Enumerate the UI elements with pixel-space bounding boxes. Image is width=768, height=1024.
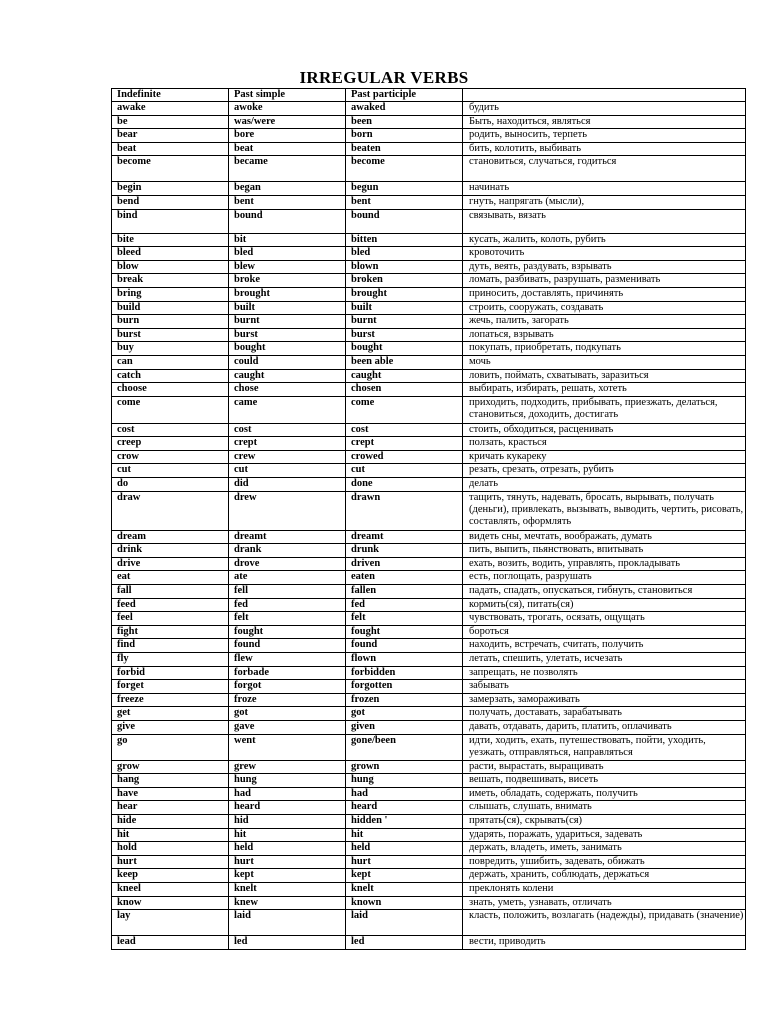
table-row bbox=[112, 396, 746, 423]
cell-indefinite: burst bbox=[112, 328, 229, 342]
cell-past-participle: kept bbox=[346, 869, 463, 883]
cell-indefinite: eat bbox=[112, 571, 229, 585]
cell-past-participle: hurt bbox=[346, 855, 463, 869]
cell-past-participle: bitten bbox=[346, 233, 463, 247]
table-row bbox=[112, 247, 746, 261]
cell-past-participle: hung bbox=[346, 774, 463, 788]
table-row bbox=[112, 342, 746, 356]
cell-past-participle: knelt bbox=[346, 882, 463, 896]
table-row bbox=[112, 355, 746, 369]
cell-indefinite: forbid bbox=[112, 666, 229, 680]
cell-past-participle: drunk bbox=[346, 544, 463, 558]
table-row bbox=[112, 855, 746, 869]
cell-past-simple: dreamt bbox=[229, 530, 346, 544]
cell-past-simple: knelt bbox=[229, 882, 346, 896]
cell-past-simple: forbade bbox=[229, 666, 346, 680]
table-row bbox=[112, 571, 746, 585]
cell-translation: бороться bbox=[463, 625, 746, 639]
cell-indefinite: lead bbox=[112, 936, 229, 950]
cell-past-simple: became bbox=[229, 156, 346, 182]
cell-indefinite: give bbox=[112, 720, 229, 734]
cell-indefinite: hold bbox=[112, 842, 229, 856]
cell-indefinite: come bbox=[112, 396, 229, 423]
cell-indefinite: hear bbox=[112, 801, 229, 815]
cell-translation: забывать bbox=[463, 680, 746, 694]
table-row bbox=[112, 612, 746, 626]
cell-indefinite: catch bbox=[112, 369, 229, 383]
cell-past-simple: could bbox=[229, 355, 346, 369]
cell-past-simple: fed bbox=[229, 598, 346, 612]
cell-past-simple: got bbox=[229, 707, 346, 721]
table-row bbox=[112, 383, 746, 397]
page-title: IRREGULAR VERBS bbox=[299, 68, 469, 87]
table-row bbox=[112, 209, 746, 233]
table-row bbox=[112, 801, 746, 815]
table-row bbox=[112, 315, 746, 329]
cell-past-simple: had bbox=[229, 787, 346, 801]
cell-past-participle: come bbox=[346, 396, 463, 423]
table-row bbox=[112, 625, 746, 639]
table-row bbox=[112, 828, 746, 842]
cell-indefinite: can bbox=[112, 355, 229, 369]
cell-translation: чувствовать, трогать, осязать, ощущать bbox=[463, 612, 746, 626]
cell-translation: давать, отдавать, дарить, платить, оплачивать bbox=[463, 720, 746, 734]
cell-past-simple: cost bbox=[229, 423, 346, 437]
cell-indefinite: hurt bbox=[112, 855, 229, 869]
cell-past-participle: burnt bbox=[346, 315, 463, 329]
cell-indefinite: know bbox=[112, 896, 229, 910]
cell-indefinite: get bbox=[112, 707, 229, 721]
table-row bbox=[112, 760, 746, 774]
table-body bbox=[112, 102, 746, 950]
cell-indefinite: feel bbox=[112, 612, 229, 626]
cell-past-participle: awaked bbox=[346, 102, 463, 116]
table-row bbox=[112, 156, 746, 182]
cell-past-simple: blew bbox=[229, 260, 346, 274]
cell-past-participle: bound bbox=[346, 209, 463, 233]
cell-past-participle: bent bbox=[346, 195, 463, 209]
cell-translation: слышать, слушать, внимать bbox=[463, 801, 746, 815]
cell-past-participle: grown bbox=[346, 760, 463, 774]
cell-indefinite: choose bbox=[112, 383, 229, 397]
cell-indefinite: bend bbox=[112, 195, 229, 209]
table-row bbox=[112, 936, 746, 950]
cell-translation: будить bbox=[463, 102, 746, 116]
cell-past-participle: crowed bbox=[346, 450, 463, 464]
table-row bbox=[112, 814, 746, 828]
cell-translation: кормить(ся), питать(ся) bbox=[463, 598, 746, 612]
table-row bbox=[112, 301, 746, 315]
cell-past-simple: bound bbox=[229, 209, 346, 233]
cell-translation: знать, уметь, узнавать, отличать bbox=[463, 896, 746, 910]
cell-translation: кусать, жалить, колоть, рубить bbox=[463, 233, 746, 247]
table-row bbox=[112, 787, 746, 801]
cell-past-participle: beaten bbox=[346, 142, 463, 156]
cell-past-participle: been bbox=[346, 115, 463, 129]
cell-translation: прятать(ся), скрывать(ся) bbox=[463, 814, 746, 828]
cell-past-simple: forgot bbox=[229, 680, 346, 694]
cell-indefinite: bring bbox=[112, 287, 229, 301]
cell-translation: кровоточить bbox=[463, 247, 746, 261]
table-row bbox=[112, 491, 746, 530]
cell-past-simple: fought bbox=[229, 625, 346, 639]
table-row bbox=[112, 707, 746, 721]
table-row bbox=[112, 680, 746, 694]
cell-past-participle: flown bbox=[346, 653, 463, 667]
table-row bbox=[112, 182, 746, 196]
cell-translation: класть, положить, возлагать (надежды), придавать (значение) bbox=[463, 910, 746, 936]
cell-indefinite: crow bbox=[112, 450, 229, 464]
cell-past-participle: caught bbox=[346, 369, 463, 383]
cell-past-participle: drawn bbox=[346, 491, 463, 530]
table-row bbox=[112, 328, 746, 342]
cell-past-simple: crept bbox=[229, 437, 346, 451]
table-row bbox=[112, 478, 746, 492]
cell-past-simple: heard bbox=[229, 801, 346, 815]
cell-past-simple: broke bbox=[229, 274, 346, 288]
table-row bbox=[112, 693, 746, 707]
cell-indefinite: kneel bbox=[112, 882, 229, 896]
table-row bbox=[112, 530, 746, 544]
cell-translation: держать, владеть, иметь, занимать bbox=[463, 842, 746, 856]
cell-past-simple: burnt bbox=[229, 315, 346, 329]
cell-past-simple: did bbox=[229, 478, 346, 492]
cell-past-simple: felt bbox=[229, 612, 346, 626]
cell-past-simple: bit bbox=[229, 233, 346, 247]
cell-indefinite: bleed bbox=[112, 247, 229, 261]
cell-translation: тащить, тянуть, надевать, бросать, вырывать, получать (деньги), привлекать, вызывать, выводить, чертить, рисовать, составлять, оформлять bbox=[463, 491, 746, 530]
table-row bbox=[112, 142, 746, 156]
cell-past-simple: drew bbox=[229, 491, 346, 530]
cell-past-simple: cut bbox=[229, 464, 346, 478]
cell-translation: вешать, подвешивать, висеть bbox=[463, 774, 746, 788]
cell-translation: ловить, поймать, схватывать, заразиться bbox=[463, 369, 746, 383]
cell-indefinite: do bbox=[112, 478, 229, 492]
cell-past-participle: bought bbox=[346, 342, 463, 356]
cell-indefinite: hit bbox=[112, 828, 229, 842]
cell-past-participle: got bbox=[346, 707, 463, 721]
cell-past-participle: known bbox=[346, 896, 463, 910]
cell-indefinite: hide bbox=[112, 814, 229, 828]
cell-translation: находить, встречать, считать, получить bbox=[463, 639, 746, 653]
cell-past-participle: burst bbox=[346, 328, 463, 342]
cell-translation: лопаться, взрывать bbox=[463, 328, 746, 342]
cell-indefinite: bind bbox=[112, 209, 229, 233]
header-past-participle: Past participle bbox=[346, 89, 463, 102]
cell-past-participle: gone/been bbox=[346, 734, 463, 760]
cell-indefinite: forget bbox=[112, 680, 229, 694]
cell-past-participle: heard bbox=[346, 801, 463, 815]
table-row bbox=[112, 369, 746, 383]
header-past-simple: Past simple bbox=[229, 89, 346, 102]
cell-translation: ударять, поражать, удариться, задевать bbox=[463, 828, 746, 842]
cell-past-participle: fought bbox=[346, 625, 463, 639]
table-row bbox=[112, 842, 746, 856]
cell-indefinite: become bbox=[112, 156, 229, 182]
table-row bbox=[112, 195, 746, 209]
table-header bbox=[112, 89, 746, 102]
cell-indefinite: grow bbox=[112, 760, 229, 774]
cell-indefinite: break bbox=[112, 274, 229, 288]
cell-past-participle: had bbox=[346, 787, 463, 801]
cell-past-simple: hurt bbox=[229, 855, 346, 869]
cell-past-simple: awoke bbox=[229, 102, 346, 116]
cell-translation: держать, хранить, соблюдать, держаться bbox=[463, 869, 746, 883]
cell-translation: летать, спешить, улетать, исчезать bbox=[463, 653, 746, 667]
cell-past-participle: hidden ' bbox=[346, 814, 463, 828]
cell-translation: выбирать, избирать, решать, хотеть bbox=[463, 383, 746, 397]
cell-translation: покупать, приобретать, подкупать bbox=[463, 342, 746, 356]
table-row bbox=[112, 437, 746, 451]
cell-past-participle: felt bbox=[346, 612, 463, 626]
cell-past-participle: forbidden bbox=[346, 666, 463, 680]
table-row bbox=[112, 598, 746, 612]
cell-indefinite: fall bbox=[112, 585, 229, 599]
table-row bbox=[112, 653, 746, 667]
cell-translation: пить, выпить, пьянствовать, впитывать bbox=[463, 544, 746, 558]
cell-indefinite: find bbox=[112, 639, 229, 653]
cell-translation: резать, срезать, отрезать, рубить bbox=[463, 464, 746, 478]
cell-indefinite: draw bbox=[112, 491, 229, 530]
table-row bbox=[112, 260, 746, 274]
table-row bbox=[112, 557, 746, 571]
cell-past-participle: dreamt bbox=[346, 530, 463, 544]
table-row bbox=[112, 450, 746, 464]
cell-indefinite: buy bbox=[112, 342, 229, 356]
cell-past-participle: bled bbox=[346, 247, 463, 261]
cell-translation: вести, приводить bbox=[463, 936, 746, 950]
cell-past-participle: frozen bbox=[346, 693, 463, 707]
cell-past-simple: began bbox=[229, 182, 346, 196]
cell-translation: падать, спадать, опускаться, гибнуть, становиться bbox=[463, 585, 746, 599]
header-translation bbox=[463, 89, 746, 102]
cell-past-simple: came bbox=[229, 396, 346, 423]
cell-past-simple: gave bbox=[229, 720, 346, 734]
cell-translation: бить, колотить, выбивать bbox=[463, 142, 746, 156]
cell-past-participle: forgotten bbox=[346, 680, 463, 694]
cell-past-participle: born bbox=[346, 129, 463, 143]
header-indefinite: Indefinite bbox=[112, 89, 229, 102]
cell-past-participle: broken bbox=[346, 274, 463, 288]
cell-past-participle: done bbox=[346, 478, 463, 492]
cell-past-simple: bent bbox=[229, 195, 346, 209]
cell-past-participle: cost bbox=[346, 423, 463, 437]
table-row bbox=[112, 115, 746, 129]
cell-translation: есть, поглощать, разрушать bbox=[463, 571, 746, 585]
cell-indefinite: creep bbox=[112, 437, 229, 451]
cell-past-simple: ate bbox=[229, 571, 346, 585]
cell-past-simple: drove bbox=[229, 557, 346, 571]
table-row bbox=[112, 129, 746, 143]
cell-indefinite: keep bbox=[112, 869, 229, 883]
cell-past-participle: chosen bbox=[346, 383, 463, 397]
cell-indefinite: be bbox=[112, 115, 229, 129]
cell-past-simple: hid bbox=[229, 814, 346, 828]
cell-translation: иметь, обладать, содержать, получить bbox=[463, 787, 746, 801]
cell-indefinite: bear bbox=[112, 129, 229, 143]
cell-indefinite: begin bbox=[112, 182, 229, 196]
cell-indefinite: hang bbox=[112, 774, 229, 788]
cell-translation: расти, вырастать, выращивать bbox=[463, 760, 746, 774]
cell-indefinite: have bbox=[112, 787, 229, 801]
table-row bbox=[112, 774, 746, 788]
cell-translation: ползать, красться bbox=[463, 437, 746, 451]
cell-translation: связывать, вязать bbox=[463, 209, 746, 233]
cell-translation: получать, доставать, зарабатывать bbox=[463, 707, 746, 721]
table-row bbox=[112, 910, 746, 936]
cell-indefinite: drive bbox=[112, 557, 229, 571]
cell-past-simple: hung bbox=[229, 774, 346, 788]
cell-past-participle: brought bbox=[346, 287, 463, 301]
cell-translation: становиться, случаться, годиться bbox=[463, 156, 746, 182]
cell-translation: замерзать, замораживать bbox=[463, 693, 746, 707]
cell-past-simple: went bbox=[229, 734, 346, 760]
cell-past-simple: was/were bbox=[229, 115, 346, 129]
cell-translation: стоить, обходиться, расценивать bbox=[463, 423, 746, 437]
cell-past-participle: become bbox=[346, 156, 463, 182]
cell-past-participle: given bbox=[346, 720, 463, 734]
cell-past-simple: bled bbox=[229, 247, 346, 261]
irregular-verbs-table bbox=[111, 88, 746, 950]
cell-past-participle: driven bbox=[346, 557, 463, 571]
cell-translation: кричать кукареку bbox=[463, 450, 746, 464]
cell-indefinite: cut bbox=[112, 464, 229, 478]
cell-past-participle: built bbox=[346, 301, 463, 315]
cell-past-simple: drank bbox=[229, 544, 346, 558]
cell-past-simple: kept bbox=[229, 869, 346, 883]
cell-indefinite: go bbox=[112, 734, 229, 760]
cell-past-simple: bore bbox=[229, 129, 346, 143]
table-row bbox=[112, 585, 746, 599]
cell-past-participle: fallen bbox=[346, 585, 463, 599]
cell-translation: видеть сны, мечтать, воображать, думать bbox=[463, 530, 746, 544]
cell-indefinite: fly bbox=[112, 653, 229, 667]
cell-past-participle: cut bbox=[346, 464, 463, 478]
cell-past-participle: hit bbox=[346, 828, 463, 842]
cell-indefinite: build bbox=[112, 301, 229, 315]
cell-past-simple: flew bbox=[229, 653, 346, 667]
cell-indefinite: awake bbox=[112, 102, 229, 116]
cell-indefinite: drink bbox=[112, 544, 229, 558]
cell-past-simple: bought bbox=[229, 342, 346, 356]
cell-translation: строить, сооружать, создавать bbox=[463, 301, 746, 315]
cell-past-participle: found bbox=[346, 639, 463, 653]
cell-past-participle: blown bbox=[346, 260, 463, 274]
table-row bbox=[112, 423, 746, 437]
cell-past-simple: held bbox=[229, 842, 346, 856]
table-row bbox=[112, 274, 746, 288]
cell-past-participle: fed bbox=[346, 598, 463, 612]
cell-past-simple: found bbox=[229, 639, 346, 653]
cell-past-simple: built bbox=[229, 301, 346, 315]
cell-indefinite: bite bbox=[112, 233, 229, 247]
table-row bbox=[112, 544, 746, 558]
cell-indefinite: blow bbox=[112, 260, 229, 274]
cell-translation: дуть, веять, раздувать, взрывать bbox=[463, 260, 746, 274]
table-row bbox=[112, 720, 746, 734]
table-row bbox=[112, 896, 746, 910]
cell-past-participle: laid bbox=[346, 910, 463, 936]
cell-translation: идти, ходить, ехать, путешествовать, пойти, уходить, уезжать, отправляться, направляться bbox=[463, 734, 746, 760]
cell-past-participle: eaten bbox=[346, 571, 463, 585]
cell-past-simple: knew bbox=[229, 896, 346, 910]
cell-past-simple: laid bbox=[229, 910, 346, 936]
table-row bbox=[112, 666, 746, 680]
cell-translation: ломать, разбивать, разрушать, разменивать bbox=[463, 274, 746, 288]
table-row bbox=[112, 639, 746, 653]
cell-translation: гнуть, напрягать (мысли), bbox=[463, 195, 746, 209]
cell-past-simple: fell bbox=[229, 585, 346, 599]
table-row bbox=[112, 734, 746, 760]
header-row bbox=[112, 89, 746, 102]
cell-past-participle: begun bbox=[346, 182, 463, 196]
cell-past-participle: crept bbox=[346, 437, 463, 451]
cell-indefinite: burn bbox=[112, 315, 229, 329]
cell-translation: родить, выносить, терпеть bbox=[463, 129, 746, 143]
cell-past-simple: chose bbox=[229, 383, 346, 397]
cell-indefinite: cost bbox=[112, 423, 229, 437]
cell-translation: ехать, возить, водить, управлять, прокладывать bbox=[463, 557, 746, 571]
cell-translation: приносить, доставлять, причинять bbox=[463, 287, 746, 301]
cell-past-simple: froze bbox=[229, 693, 346, 707]
cell-indefinite: beat bbox=[112, 142, 229, 156]
cell-translation: запрещать, не позволять bbox=[463, 666, 746, 680]
cell-past-simple: brought bbox=[229, 287, 346, 301]
cell-past-simple: beat bbox=[229, 142, 346, 156]
cell-past-participle: led bbox=[346, 936, 463, 950]
cell-indefinite: fight bbox=[112, 625, 229, 639]
cell-past-simple: led bbox=[229, 936, 346, 950]
table-row bbox=[112, 233, 746, 247]
cell-past-simple: burst bbox=[229, 328, 346, 342]
cell-indefinite: freeze bbox=[112, 693, 229, 707]
cell-translation: жечь, палить, загорать bbox=[463, 315, 746, 329]
cell-translation: начинать bbox=[463, 182, 746, 196]
cell-past-simple: crew bbox=[229, 450, 346, 464]
cell-translation: мочь bbox=[463, 355, 746, 369]
cell-translation: преклонять колени bbox=[463, 882, 746, 896]
table-row bbox=[112, 464, 746, 478]
cell-indefinite: feed bbox=[112, 598, 229, 612]
table-row bbox=[112, 882, 746, 896]
cell-past-simple: hit bbox=[229, 828, 346, 842]
cell-translation: Быть, находиться, являться bbox=[463, 115, 746, 129]
table-row bbox=[112, 102, 746, 116]
cell-indefinite: lay bbox=[112, 910, 229, 936]
cell-indefinite: dream bbox=[112, 530, 229, 544]
cell-past-participle: been able bbox=[346, 355, 463, 369]
table-row bbox=[112, 869, 746, 883]
cell-past-simple: grew bbox=[229, 760, 346, 774]
table-row bbox=[112, 287, 746, 301]
cell-past-participle: held bbox=[346, 842, 463, 856]
cell-translation: приходить, подходить, прибывать, приезжать, делаться, становиться, доходить, достигать bbox=[463, 396, 746, 423]
cell-translation: делать bbox=[463, 478, 746, 492]
cell-past-simple: caught bbox=[229, 369, 346, 383]
cell-translation: повредить, ушибить, задевать, обижать bbox=[463, 855, 746, 869]
